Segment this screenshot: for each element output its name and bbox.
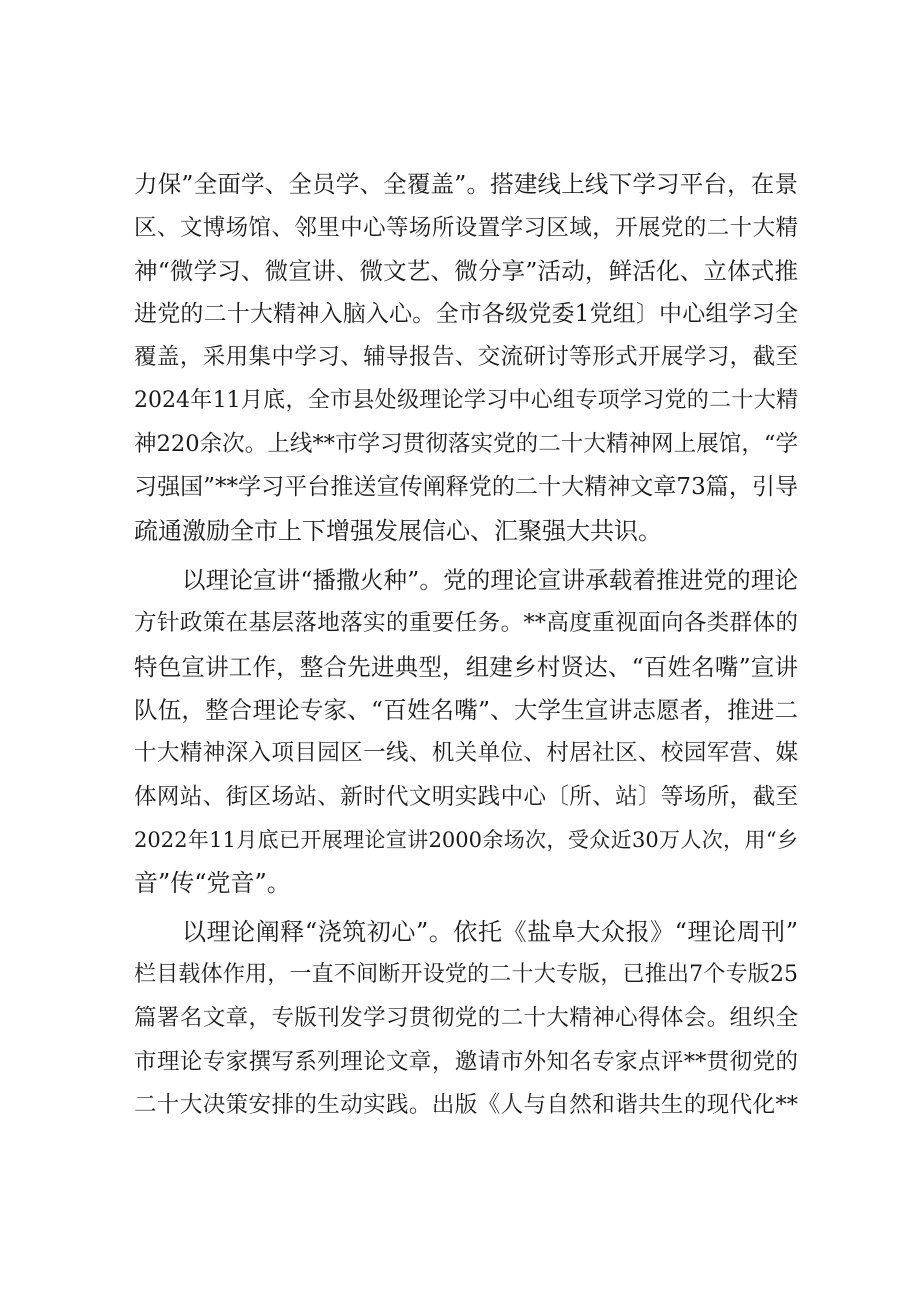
text-line: 市理论专家撰写系列理论文章，邀请市外知名专家点评**贯彻党的 — [134, 1049, 798, 1075]
text-line: 队伍，整合理论专家、“百姓名嘴”、大学生宣讲志愿者，推进二 — [134, 696, 798, 724]
text-line: 以理论阐释“浇筑初心”。依托《盐阜大众报》“理论周刊” — [182, 918, 798, 946]
text-line: 疏通激励全市上下增强发展信心、汇聚强大共识。 — [134, 517, 662, 545]
text-line: 2022年11月底已开展理论宣讲2000余场次，受众近30万人次，用“乡 — [134, 828, 798, 852]
text-line: 方针政策在基层落地落实的重要任务。**高度重视面向各类群体的 — [134, 610, 798, 636]
text-line: 体网站、街区场站、新时代文明实践中心〔所、站〕等场所，截至 — [134, 784, 798, 810]
text-line: 神220余次。上线**市学习贯彻落实党的二十大精神网上展馆，“学 — [134, 431, 798, 457]
text-line: 力保”全面学、全员学、全覆盖”。搭建线上线下学习平台，在景 — [134, 170, 798, 198]
text-line: 篇署名文章，专版刊发学习贯彻党的二十大精神心得体会。组织全 — [134, 1005, 798, 1031]
text-line: 区、文博场馆、邻里中心等场所设置学习区域，开展党的二十大精 — [134, 215, 798, 241]
text-line: 栏目载体作用，一直不间断开设党的二十大专版，已推出7个专版25 — [134, 962, 798, 987]
text-line: 2024年11月底，全市县处级理论学习中心组专项学习党的二十大精 — [134, 388, 798, 413]
text-line: 特色宣讲工作，整合先进典型，组建乡村贤达、“百姓名嘴”宣讲 — [134, 653, 798, 681]
text-line: 进党的二十大精神入脑入心。全市各级党委1党组〕中心组学习全 — [134, 301, 798, 327]
text-line: 二十大决策安排的生动实践。出版《人与自然和谐共生的现代化** — [134, 1092, 798, 1118]
text-line: 覆盖，采用集中学习、辅导报告、交流研讨等形式开展学习，截至 — [134, 344, 798, 370]
text-line: 神“微学习、微宣讲、微文艺、微分享”活动，鲜活化、立体式推 — [134, 257, 798, 285]
text-line: 习强国”**学习平台推送宣传阐释党的二十大精神文章73篇，引导 — [134, 474, 798, 500]
text-line: 十大精神深入项目园区一线、机关单位、村居社区、校园军营、媒 — [134, 740, 798, 766]
text-line: 以理论宣讲“播撒火种”。党的理论宣讲承载着推进党的理论 — [182, 566, 798, 594]
text-line: 音”传“党音”。 — [134, 869, 291, 897]
